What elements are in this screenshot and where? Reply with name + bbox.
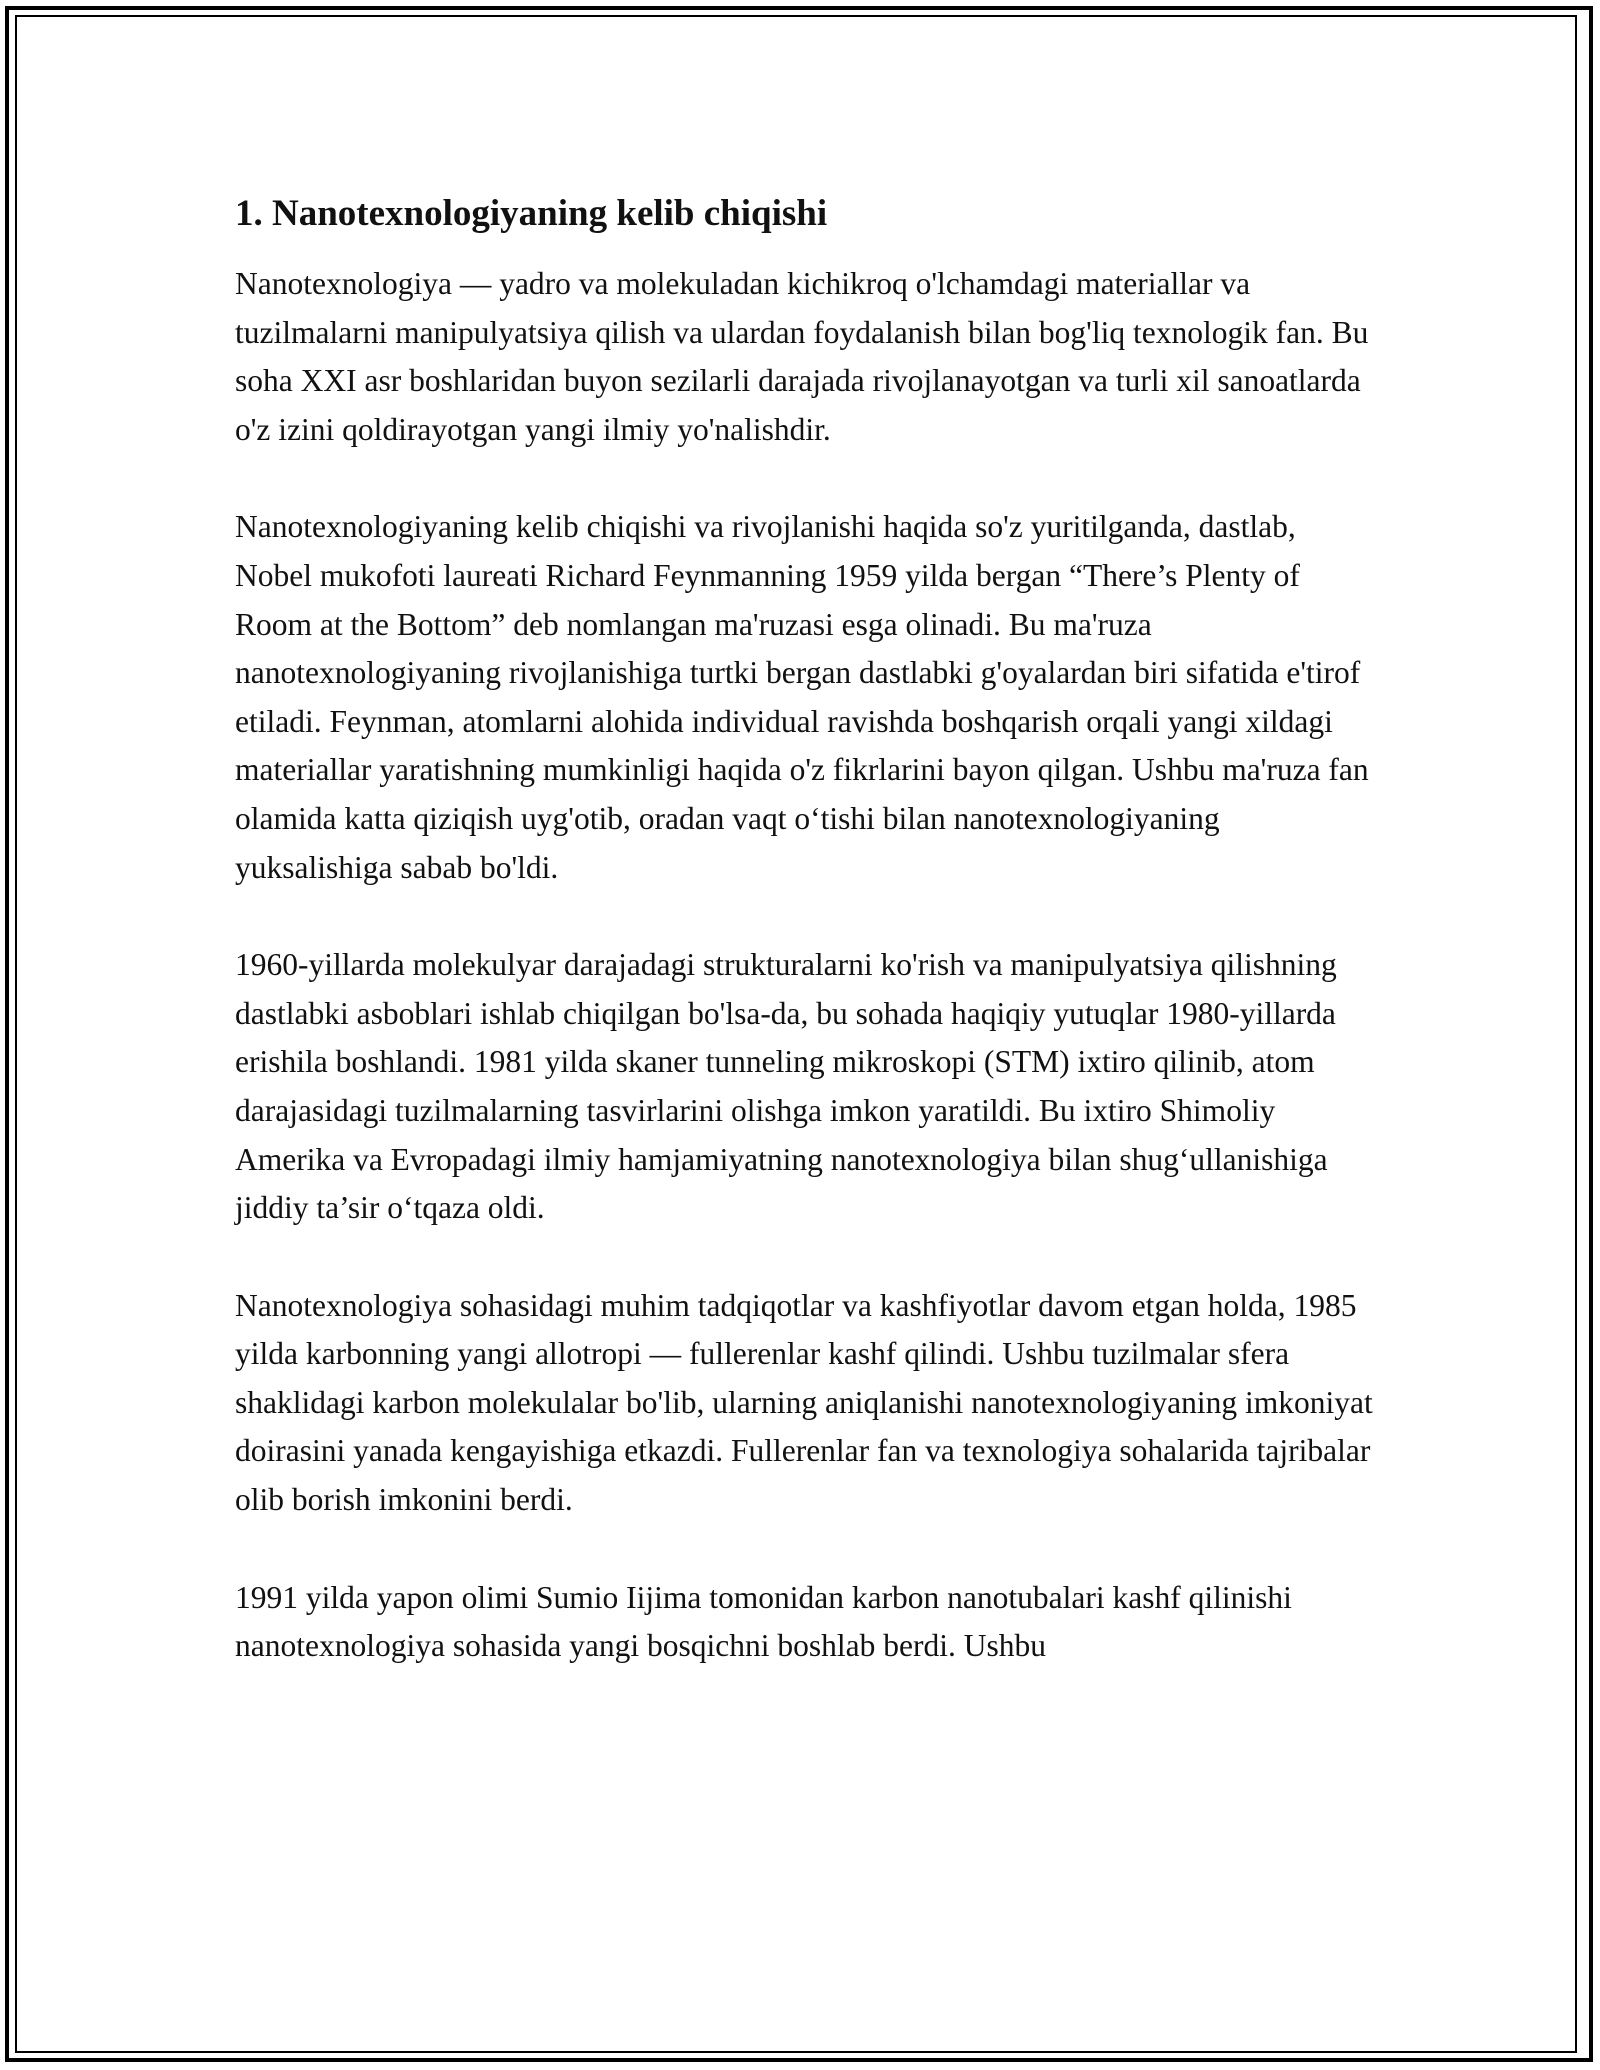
paragraph-nanotubes: 1991 yilda yapon olimi Sumio Iijima tomonidan karbon nanotubalari kashf qilinishi nanotexnologiya sohasida yangi bosqichni boshlab berdi. Ushbu bbox=[235, 1579, 1292, 1664]
paragraph-stm: 1960-yillarda molekulyar darajadagi strukturalarni ko'rish va manipulyatsiya qilishning dastlabki asboblari ishlab chiqilgan bo'lsa-da, bu sohada haqiqiy yutuqlar 1980-yillarda erishila boshlandi. 1981 yilda skaner tunneling mikroskopi (STM) ixtiro qilinib, atom darajasidagi tuzilmalarning tasvirlarini olishga imkon yaratildi. Bu ixtiro Shimoliy Amerika va Evropadagi ilmiy hamjamiyatning nanotexnologiya bilan shug‘ullanishiga jiddiy ta’sir o‘tqaza oldi. bbox=[235, 947, 1337, 1226]
paragraph-feynman: Nanotexnologiyaning kelib chiqishi va rivojlanishi haqida so'z yuritilganda, dastlab, Nobel mukofoti laureati Richard Feynmanning 1959 yilda bergan “There’s Plenty of Room at the Bottom” deb nomlangan ma'ruzasi esga olinadi. Bu ma'ruza nanotexnologiyaning rivojlanishiga turtki bergan dastlabki g'oyalardan biri sifatida e'tirof etiladi. Feynman, atomlarni alohida individual ravishda boshqarish orqali yangi xildagi materiallar yaratishning mumkinligi haqida o'z fikrlarini bayon qilgan. Ushbu ma'ruza fan olamida katta qiziqish uyg'otib, oradan vaqt o‘tishi bilan nanotexnologiyaning yuksalishiga sabab bo'ldi. bbox=[235, 509, 1369, 885]
paragraph-fullerenes: Nanotexnologiya sohasidagi muhim tadqiqotlar va kashfiyotlar davom etgan holda, 1985 yilda karbonning yangi allotropi — fullerenlar kashf qilindi. Ushbu tuzilmalar sfera shaklidagi karbon molekulalar bo'lib, ularning aniqlanishi nanotexnologiyaning imkoniyat doirasini yanada kengayishiga etkazdi. Fullerenlar fan va texnologiya sohalarida tajribalar olib borish imkonini berdi. bbox=[235, 1287, 1373, 1518]
paragraph-intro: Nanotexnologiya — yadro va molekuladan kichikroq o'lchamdagi materiallar va tuzilmalarni manipulyatsiya qilish va ulardan foydalanish bilan bog'liq texnologik fan. Bu soha XXI asr boshlaridan buyon sezilarli darajada rivojlanayotgan va turli xil sanoatlarda o'z izini qoldirayotgan yangi ilmiy yo'nalishdir. bbox=[235, 266, 1369, 447]
document-body bbox=[235, 186, 1380, 1720]
section-heading: 1. Nanotexnologiyaning kelib chiqishi bbox=[235, 193, 828, 234]
